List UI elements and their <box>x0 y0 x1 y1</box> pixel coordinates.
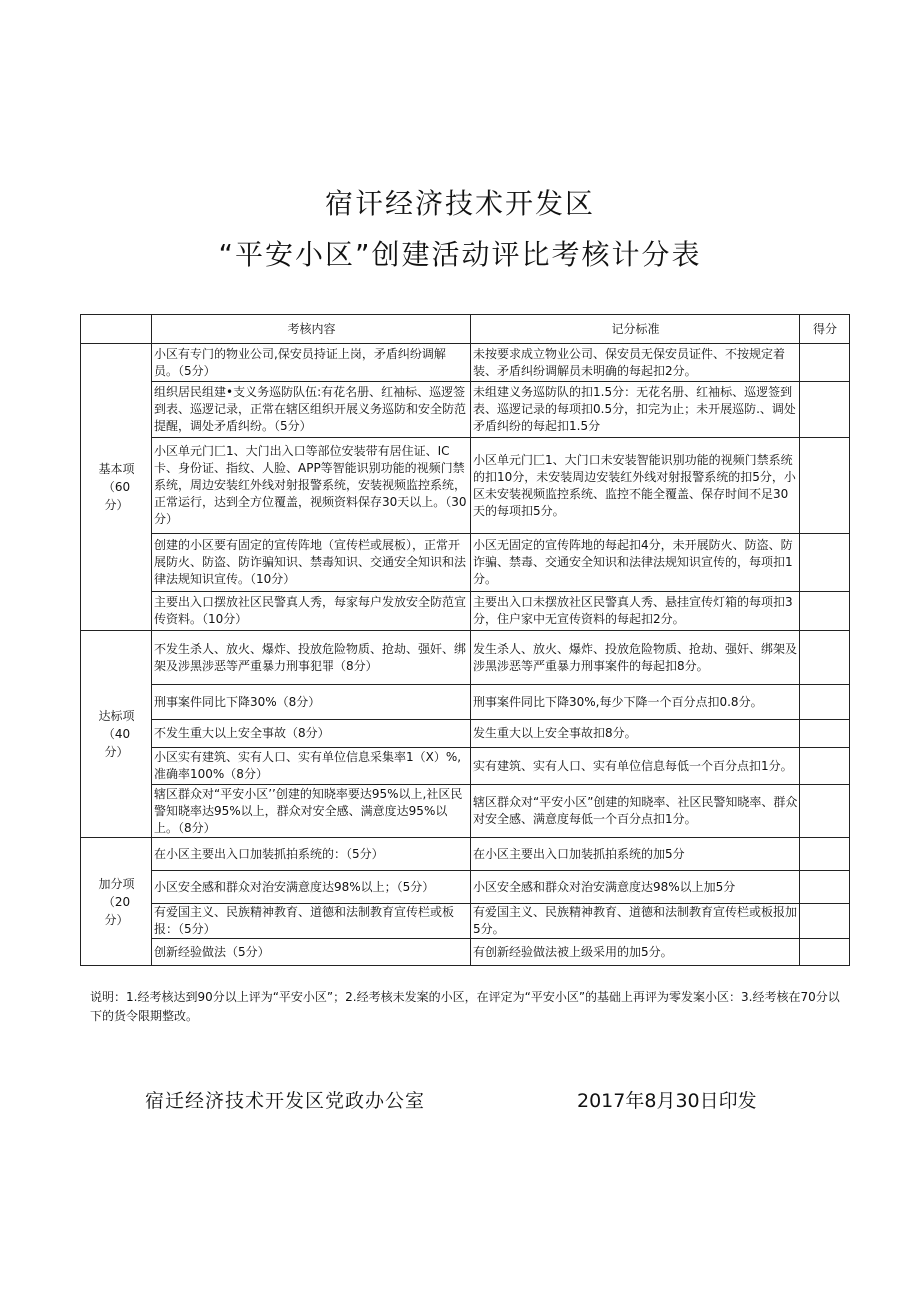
header-score: 得分 <box>800 315 850 344</box>
content-cell: 创建的小区要有固定的宣传阵地（宣传栏或展板），正常开展防火、防盗、防诈骗知识、禁毒知识、交通安全知识和法律法规知识宣传。（10分） <box>152 534 471 592</box>
table-row <box>81 871 850 904</box>
standard-cell: 辖区群众对“平安小区”创建的知晓率、社区民警知晓率、群众对安全感、满意度每低一个百分点扣1分。 <box>471 785 800 838</box>
score-cell[interactable] <box>800 592 850 631</box>
category-cell: 加分项 （20 分） <box>81 838 152 966</box>
table-row <box>81 838 850 871</box>
table-header-row <box>81 315 850 344</box>
issue-date: 2017年8月30日印发 <box>577 1090 757 1112</box>
content-cell: 小区单元门匚1、大门出入口等部位安装带有居住证、IC卡、身份证、指纹、人脸、APP等智能识别功能的视频门禁系统，周边安装红外线对射报警系统，安装视频监控系统，正常运行，达到全方位覆盖，视频资料保存30天以上。（30分） <box>152 438 471 534</box>
content-cell: 小区有专门的物业公司,保安员持证上岗，矛盾纠纷调解员。（5分） <box>152 344 471 382</box>
standard-cell: 小区无固定的宣传阵地的每起扣4分，未开展防火、防盗、防诈骗、禁毒、交通安全知识和法律法规知识宣传的，每项扣1分。 <box>471 534 800 592</box>
header-category <box>81 315 152 344</box>
document-title-line1: 宿讦经济技术开发区 <box>324 187 595 220</box>
table-row <box>81 382 850 438</box>
score-cell[interactable] <box>800 685 850 720</box>
standard-cell: 小区安全感和群众对治安满意度达98%以上加5分 <box>471 871 800 904</box>
standard-cell: 未按要求成立物业公司、保安员无保安员证件、不按规定着装、矛盾纠纷调解员未明确的每起扣2分。 <box>471 344 800 382</box>
score-cell[interactable] <box>800 344 850 382</box>
score-cell[interactable] <box>800 785 850 838</box>
content-cell: 小区实有建筑、实有人口、实有单位信息采集率1（X）%,准确率100%（8分） <box>152 748 471 785</box>
table-row <box>81 534 850 592</box>
content-cell: 创新经验做法（5分） <box>152 939 471 966</box>
content-cell: 主要出入口摆放社区民警真人秀，每家每户发放安全防范宣传资料。（10分） <box>152 592 471 631</box>
score-cell[interactable] <box>800 838 850 871</box>
standard-cell: 发生重大以上安全事故扣8分。 <box>471 720 800 748</box>
content-cell: 组织居民组建•支义务巡防队伍:有花名册、红袖标、巡逻签到表、巡逻记录，正常在辖区组织开展义务巡防和安全防范提醒，调处矛盾纠纷。（5分） <box>152 382 471 438</box>
standard-cell: 未组建义务巡防队的扣1.5分：无花名册、红袖标、巡逻签到表、巡逻记录的每项扣0.5分，扣完为止；未开展巡防.、调处矛盾纠纷的每起扣1.5分 <box>471 382 800 438</box>
table-row <box>81 904 850 939</box>
table-row <box>81 685 850 720</box>
score-cell[interactable] <box>800 631 850 685</box>
score-cell[interactable] <box>800 939 850 966</box>
table-row <box>81 438 850 534</box>
scoring-table <box>80 314 850 966</box>
table-row <box>81 748 850 785</box>
header-standard: 记分标准 <box>471 315 800 344</box>
score-cell[interactable] <box>800 748 850 785</box>
standard-cell: 小区单元门匚1、大门口未安装智能识别功能的视频门禁系统的扣10分，未安装周边安装红外线对射报警系统的扣5分，小区未安装视频监控系统、监控不能全覆盖、保存时间不足30天的每项扣5分。 <box>471 438 800 534</box>
table-row <box>81 631 850 685</box>
score-cell[interactable] <box>800 871 850 904</box>
explanation-note: 说明：1.经考核达到90分以上评为“平安小区”；2.经考核未发案的小区，在评定为“平安小区”的基础上再评为零发案小区：3.经考核在70分以下的货令限期整改。 <box>90 990 840 1023</box>
table-row <box>81 785 850 838</box>
content-cell: 不发生杀人、放火、爆炸、投放危险物质、抢劫、强奸、绑架及涉黑涉恶等严重暴力刑事犯罪（8分） <box>152 631 471 685</box>
table-row <box>81 720 850 748</box>
header-content: 考核内容 <box>152 315 471 344</box>
standard-cell: 有创新经验做法被上级采用的加5分。 <box>471 939 800 966</box>
document-title-line2: “平安小区”创建活动评比考核计分表 <box>218 238 702 271</box>
content-cell: 不发生重大以上安全事故（8分） <box>152 720 471 748</box>
category-cell: 达标项 （40 分） <box>81 631 152 838</box>
content-cell: 小区安全感和群众对治安满意度达98%以上；（5分） <box>152 871 471 904</box>
standard-cell: 刑事案件同比下降30%,每少下降一个百分点扣0.8分。 <box>471 685 800 720</box>
issuer-office: 宿迁经济技术开发区党政办公室 <box>145 1090 426 1112</box>
score-cell[interactable] <box>800 382 850 438</box>
standard-cell: 实有建筑、实有人口、实有单位信息每低一个百分点扣1分。 <box>471 748 800 785</box>
category-cell: 基本项 （60 分） <box>81 344 152 631</box>
standard-cell: 有爱国主义、民族精神教育、道德和法制教育宣传栏或板报加5分。 <box>471 904 800 939</box>
content-cell: 在小区主要出入口加装抓拍系统的：（5分） <box>152 838 471 871</box>
standard-cell: 发生杀人、放火、爆炸、投放危险物质、抢劫、强奸、绑架及涉黑涉恶等严重暴力刑事案件的每起扣8分。 <box>471 631 800 685</box>
score-cell[interactable] <box>800 904 850 939</box>
content-cell: 刑事案件同比下降30%（8分） <box>152 685 471 720</box>
standard-cell: 主要出入口未摆放社区民警真人秀、悬挂宣传灯箱的每项扣3分，住户家中无宣传资料的每起扣2分。 <box>471 592 800 631</box>
score-cell[interactable] <box>800 720 850 748</box>
content-cell: 有爱国主义、民族精神教育、道德和法制教育宣传栏或板报：（5分） <box>152 904 471 939</box>
standard-cell: 在小区主要出入口加装抓拍系统的加5分 <box>471 838 800 871</box>
table-row <box>81 344 850 382</box>
table-body <box>81 344 850 966</box>
score-cell[interactable] <box>800 438 850 534</box>
table-row <box>81 592 850 631</box>
content-cell: 辖区群众对“平安小区’’创建的知晓率要达95%以上,社区民警知晓率达95%以上，群众对安全感、满意度达95%以上。（8分） <box>152 785 471 838</box>
table-row <box>81 939 850 966</box>
score-cell[interactable] <box>800 534 850 592</box>
